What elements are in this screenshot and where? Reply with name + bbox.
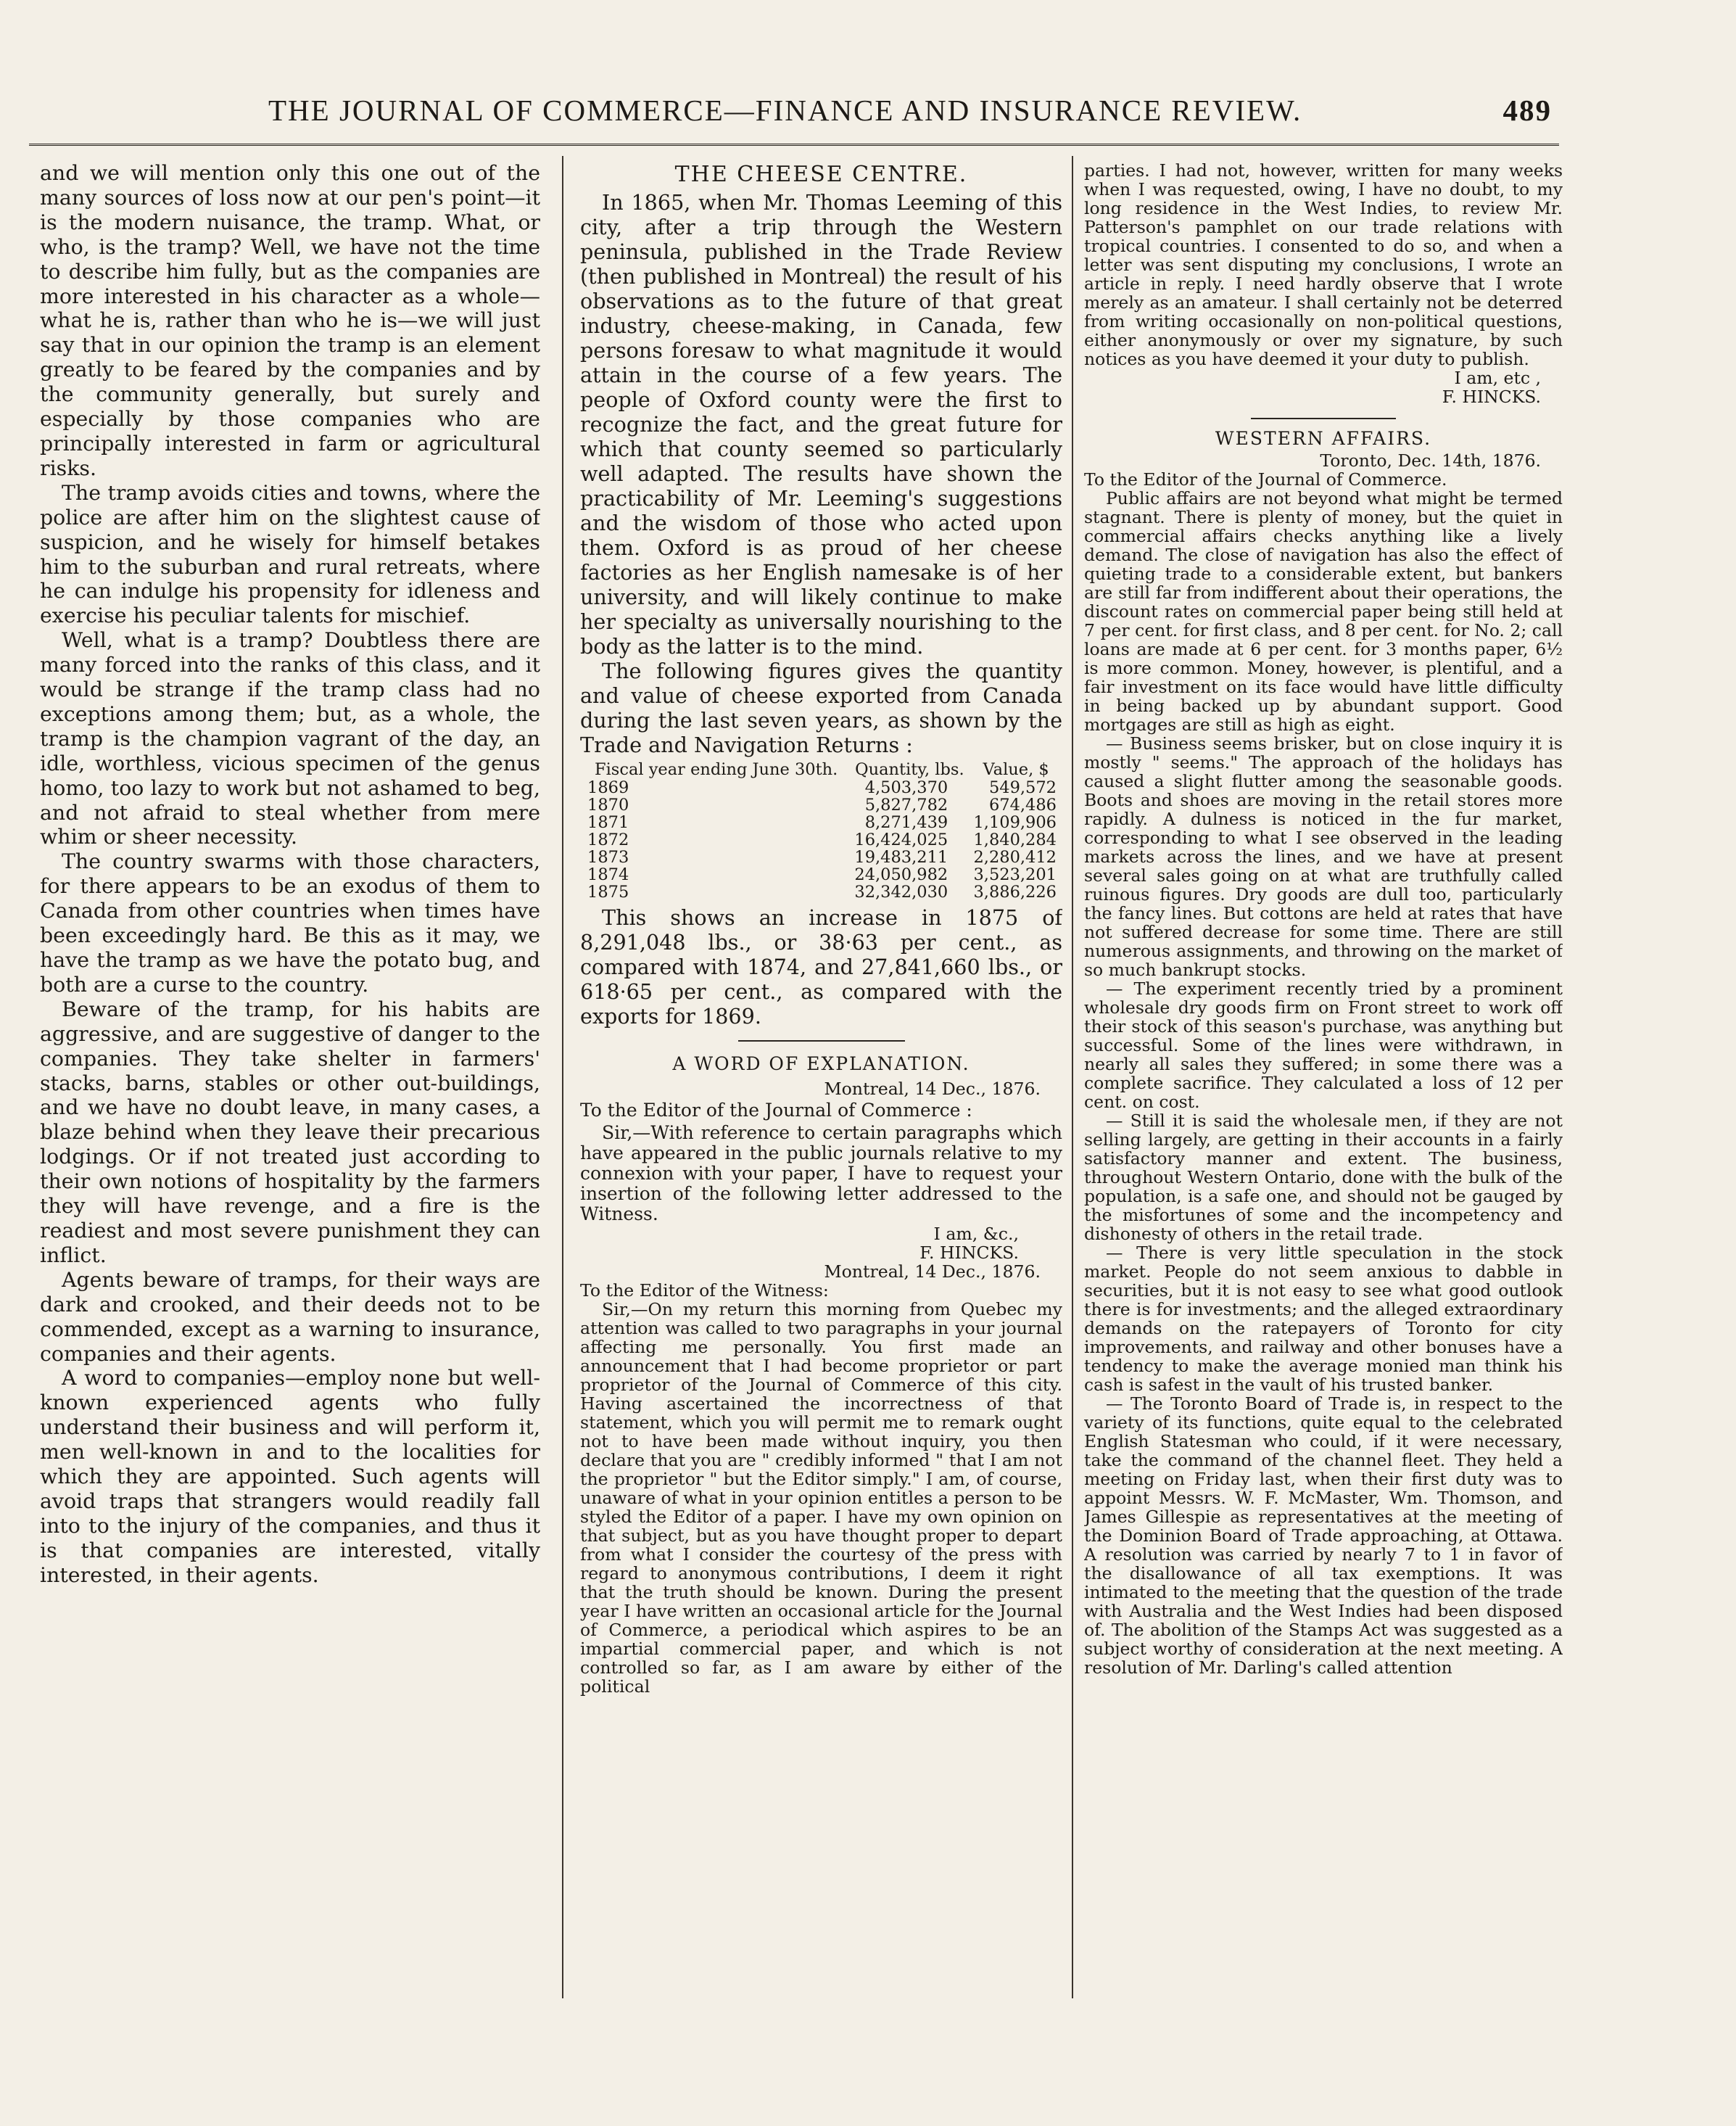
section-divider — [738, 1040, 905, 1042]
western-paragraph-1: Public affairs are not beyond what might be termed stagnant. There is plenty of money, but the quiet in commercial affairs checks anything like a lively demand. The close of navigation has also the effect of quieting trade to a considerable extent, but bankers are still far from indifferent about their operations, the discount rates on commercial paper being still held at 7 per cent. for first class, and 8 per cent. for No. 2; call loans are made at 6 per cent. for 3 months paper, 6½ is more common. Money, however, is plentiful, and a fair investment on its face would have little difficulty in being backed up by abundant support. Good mortgages are still as high as eight. — [1084, 488, 1563, 735]
col-header-quantity: Quantity, lbs. — [855, 760, 964, 779]
cell-value: 2,280,412 — [973, 848, 1057, 867]
western-affairs-addressee: To the Editor of the Journal of Commerce. — [1084, 469, 1447, 490]
table-row — [580, 779, 1062, 796]
western-paragraph-6: — The Toronto Board of Trade is, in respect to the variety of its functions, quite equal to the celebrated English Statesman who could, if it were necessary, take the command of the channel fleet. They held a meeting on Friday last, when their first duty was to appoint Messrs. W. F. McMaster, Wm. Thomson, and James Gillespie as representatives at the meeting of the Dominion Board of Trade approaching, at Ottawa. A resolution was carried by nearly 7 to 1 in favor of the disallowance of all tax exemptions. It was intimated to the meeting that the question of the trade with Australia and the West Indies had been disposed of. The abolition of the Stamps Act was suggested as a subject worthy of consideration at the next meeting. A resolution of Mr. Darling's called attention — [1084, 1393, 1563, 1677]
table-row — [580, 883, 1062, 901]
header-rule — [29, 144, 1559, 146]
cell-value: 1,109,906 — [973, 813, 1057, 832]
journal-title: THE JOURNAL OF COMMERCE—FINANCE AND INSURANCE REVIEW. — [268, 94, 1302, 127]
cell-value: 3,523,201 — [973, 865, 1057, 884]
witness-letter-dateline: Montreal, 14 Dec., 1876. — [824, 1261, 1041, 1282]
cell-year: 1870 — [587, 796, 629, 815]
hincks-closing: I am, etc , — [1454, 368, 1541, 388]
explanation-signature: F. HINCKS. — [919, 1243, 1019, 1263]
tramp-paragraph-2: The tramp avoids cities and towns, where the police are after him on the slightest cause of suspicion, and he wisely for himself betakes him to the suburban and rural retreats, where he can indulge his propensity for idleness and exercise his peculiar talents for mischief. — [40, 480, 540, 628]
western-paragraph-4: — Still it is said the wholesale men, if they are not selling largely, are getting in their accounts in a fairly satisfactory manner and extent. The business, throughout Western Ontario, done with the bulk of the population, is a safe one, and should not be gauged by the misfortunes of some and the incompetency and dishonesty of others in the retail trade. — [1084, 1111, 1563, 1244]
explanation-closing: I am, &c., — [933, 1224, 1019, 1244]
table-row — [580, 796, 1062, 814]
tramp-paragraph-5: Beware of the tramp, for his habits are aggressive, and are suggestive of danger to the companies. They take shelter in farmers' stacks, barns, stables or other out-buildings, and we have no doubt leave, in many cases, a blaze behind when they leave their precarious lodgings. Or if not treated just according to their own notions of hospitality by the farmers they will have revenge, and a fire is the readiest and most severe punishment they can inflict. — [40, 997, 540, 1267]
witness-letter-addressee: To the Editor of the Witness: — [580, 1280, 829, 1301]
table-row — [580, 814, 1062, 831]
col-header-year: Fiscal year ending June 30th. — [595, 760, 838, 779]
cell-value: 3,886,226 — [973, 883, 1057, 902]
column-rule-2 — [1072, 156, 1073, 1998]
table-row — [580, 849, 1062, 866]
explanation-paragraph-1: Sir,—With reference to certain paragraphs which have appeared in the public journals relative to my connexion with your paper, I have to request your insertion of the following letter addressed to the Witness. — [580, 1122, 1062, 1224]
section-divider-2 — [1251, 418, 1396, 419]
tramp-paragraph-6: Agents beware of tramps, for their ways are dark and crooked, and their deeds not to be commended, except as a warning to insurance, companies and their agents. — [40, 1267, 540, 1366]
page-number: 489 — [1503, 94, 1552, 127]
col-header-value: Value, $ — [983, 760, 1049, 779]
tramp-paragraph-3: Well, what is a tramp? Doubtless there are many forced into the ranks of this class, and it would be strange if the tramp class had no exceptions among them; but, as a whole, the tramp is the champion vagrant of the day, an idle, worthless, vicious specimen of the genus homo, too lazy to work but not ashamed to beg, and not afraid to steal whether from mere whim or sheer necessity. — [40, 628, 540, 849]
cell-quantity: 32,342,030 — [854, 883, 948, 902]
cell-quantity: 4,503,370 — [864, 778, 948, 797]
cell-quantity: 5,827,782 — [864, 796, 948, 815]
tramp-paragraph-7: A word to companies—employ none but well-known experienced agents who fully understand their business and will perform it, men well-known in and to the localities for which they are appointed. Such agents will avoid traps that strangers would readily fall into to the injury of the companies, and thus it is that companies are interested, vitally interested, in their agents. — [40, 1366, 540, 1587]
column-tramp-article — [40, 161, 540, 1588]
cell-year: 1872 — [587, 831, 629, 849]
column-rule-1 — [562, 156, 563, 1998]
cell-value: 549,572 — [988, 778, 1057, 797]
cheese-paragraph-1: In 1865, when Mr. Thomas Leeming of this city, after a trip through the Western peninsula, published in the Trade Review (then published in Montreal) the result of his observations as to the future of that great industry, cheese-making, in Canada, few persons foresaw to what magnitude it would attain in the course of a few years. The people of Oxford county were the first to recognize the fact, and the great future for which that county seemed so particularly well adapted. The results have shown the practicability of Mr. Leeming's suggestions and the wisdom of those who acted upon them. Oxford is as proud of her cheese factories as her English namesake is of her university, and will likely continue to make her specialty as universally nourishing to the body as the latter is to the mind. — [580, 190, 1062, 659]
cell-year: 1869 — [587, 778, 629, 797]
cell-quantity: 24,050,982 — [854, 865, 948, 884]
cell-value: 674,486 — [988, 796, 1057, 815]
cheese-paragraph-2: The following figures gives the quantity and value of cheese exported from Canada during the last seven years, as shown by the Trade and Navigation Returns : — [580, 659, 1062, 757]
cell-year: 1874 — [587, 865, 629, 884]
tramp-paragraph-1: and we will mention only this one out of the many sources of loss now at our pen's point—it is the modern nuisance, the tramp. What, or who, is the tramp? Well, we have not the time to describe him fully, but as the companies are more interested in his character as a whole—what he is, rather than who he is—we will just say that in our opinion the tramp is an element greatly to be feared by the companies and by the community generally, but surely and especially by those companies who are principally interested in farm or agricultural risks. — [40, 161, 540, 480]
tramp-paragraph-4: The country swarms with those characters, for there appears to be an exodus of them to Canada from other countries when times have been exceedingly hard. Be this as it may, we have the tramp as we have the potato bug, and both are a curse to the country. — [40, 849, 540, 997]
cheese-paragraph-3: This shows an increase in 1875 of 8,291,048 lbs., or 38·63 per cent., as compared with 1874, and 27,841,660 lbs., or 618·65 per cent., as compared with the exports for 1869. — [580, 905, 1062, 1029]
table-row — [580, 831, 1062, 849]
witness-letter-body: Sir,—On my return this morning from Quebec my attention was called to two paragraphs in your journal affecting me personally. You first made an announcement that I had become proprietor or part proprietor of the Journal of Commerce of this city. Having ascertained the incorrectness of that statement, which you will permit me to remark ought not to have been made without inquiry, you then declare that you are " credibly informed " that I am not the proprietor " but the Editor simply." I am, of course, unaware of what in your opinion entitles a person to be styled the Editor of a paper. I have my own opinion on that subject, but as you have thought proper to depart from what I consider the courtesy of the press with regard to anonymous contributions, I deem it right that the truth should be known. During the present year I have written an occasional article for the Journal of Commerce, a periodical which aspires to be an impartial commercial paper, and which is not controlled so far, as I am aware by either of the political — [580, 1299, 1062, 1696]
explanation-dateline: Montreal, 14 Dec., 1876. — [824, 1079, 1041, 1099]
western-paragraph-3: — The experiment recently tried by a prominent wholesale dry goods firm on Front street to work off their stock of this season's purchase, was anything but successful. Some of the lines were withdrawn, in nearly all sales they suffered; in some there was a complete sacrifice. They calculated a loss of 12 per cent. on cost. — [1084, 978, 1563, 1112]
hincks-letter-continued: parties. I had not, however, written for many weeks when I was requested, owing, I have no doubt, to my long residence in the West Indies, to review Mr. Patterson's pamphlet on our trade relations with tropical countries. I consented to do so, and when a letter was sent disputing my conclusions, I wrote an article in reply. I need hardly observe that I wrote merely as an amateur. I shall certainly not be deterred from writing occasionally on non-political questions, either anonymously or over my signature, by such notices as you have deemed it your duty to publish. — [1084, 161, 1563, 369]
western-affairs-dateline: Toronto, Dec. 14th, 1876. — [1320, 450, 1541, 471]
page-header — [36, 93, 1552, 136]
column-cheese-and-explanation — [580, 161, 1062, 1696]
western-paragraph-2: — Business seems brisker, but on close inquiry it is mostly " seems." The approach of the holidays has caused a slight flutter among the seasonable goods. Boots and shoes are moving in the retail stores more rapidly. A dulness is noticed in the fur market, corresponding to what I see observed in the leading markets across the lines, and we have at present several sales going on at what are truthfully called ruinous figures. Dry goods are dull too, particularly the fancy lines. But cottons are held at rates that have not suffered decrease for some time. There are still numerous assignments, and throwing on the market of so much bankrupt stocks. — [1084, 733, 1563, 980]
table-header-row — [580, 760, 1062, 779]
column-western-affairs — [1084, 161, 1563, 1677]
cell-quantity: 16,424,025 — [854, 831, 948, 849]
explanation-heading: A WORD OF EXPLANATION. — [672, 1053, 970, 1074]
cell-quantity: 8,271,439 — [864, 813, 948, 832]
cell-year: 1871 — [587, 813, 629, 832]
hincks-signature: F. HINCKS. — [1442, 387, 1541, 407]
cheese-centre-heading: THE CHEESE CENTRE. — [674, 162, 968, 187]
cell-year: 1873 — [587, 848, 629, 867]
western-paragraph-5: — There is very little speculation in the stock market. People do not seem anxious to dabble in securities, but it is not easy to see what good outlook there is for investments; and the alleged extraordinary demands on the ratepayers of Toronto for city improvements, and railway and other bonuses have a tendency to make the average monied man think his cash is safest in the vault of his trusted banker. — [1084, 1243, 1563, 1395]
cell-quantity: 19,483,211 — [854, 848, 948, 867]
explanation-addressee: To the Editor of the Journal of Commerce : — [580, 1100, 972, 1121]
cell-value: 1,840,284 — [973, 831, 1057, 849]
cheese-export-table — [580, 760, 1062, 901]
table-row — [580, 866, 1062, 883]
western-affairs-heading: WESTERN AFFAIRS. — [1215, 428, 1432, 449]
cell-year: 1875 — [587, 883, 629, 902]
